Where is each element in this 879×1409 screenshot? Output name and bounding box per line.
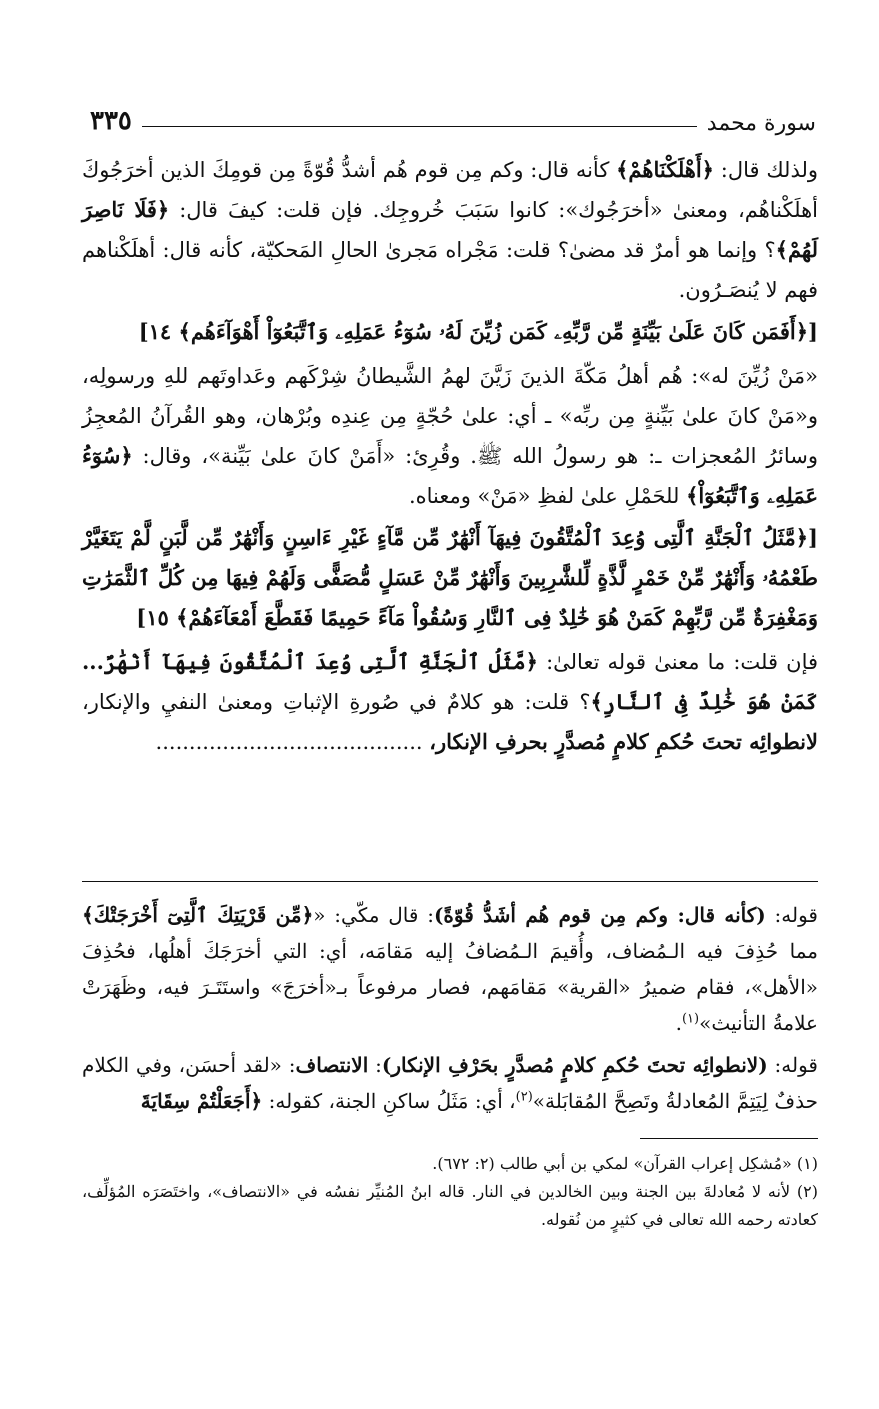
paragraph-tafsir-1	[82, 150, 818, 310]
page-number: ٣٣٥	[90, 106, 132, 136]
verse-15	[82, 518, 818, 638]
text-span: : «لقد أحسَن، وفي الكلام حذفٌ لِيَتِمَّ المُعادلةُ وتَصِحَّ المُقابَلة»	[82, 1053, 818, 1113]
bold-phrase: (لانطوائِه تحتَ حُكمِ كلامٍ مُصدَّرٍ بحَرْفِ الإنكار)	[381, 1053, 768, 1077]
text-span: : قال مكّي: «	[313, 903, 434, 927]
text-span: ؟ وإنما هو أمرٌ قد مضىٰ؟ قلت: مَجْراه مَجرىٰ الحالِ المَحكيّة، كأنه قال: أهلَكْناهم فهم لا يُنصَـرُون.	[82, 238, 818, 302]
verse-number: ١٥]	[136, 605, 169, 630]
commentary-paragraph-1	[82, 897, 818, 1041]
running-title: سورة محمد	[706, 111, 816, 136]
text-span: :	[368, 1053, 382, 1077]
footnote-1: (١) «مُشكِل إعراب القرآن» لمكي بن أبي طالب (٢: ٦٧٢).	[432, 1154, 818, 1173]
verse-text: [﴿مَّثَلُ ٱلْجَنَّةِ ٱلَّتِى وُعِدَ ٱلْمُتَّقُونَ فِيهَآ أَنْهَٰرٌ مِّن مَّآءٍ غَيْرِ ءَاسِنٍ وَأَنْهَٰرٌ مِّن لَّبَنٍ لَّمْ يَتَغَيَّرْ طَعْمُهُۥ وَأَنْهَٰرٌ مِّنْ خَمْرٍ لَّذَّةٍ لِّلشَّٰرِبِينَ وَأَنْهَٰرٌ مِّنْ عَسَلٍ مُّصَفًّى وَلَهُمْ فِيهَا مِن كُلِّ ٱلثَّمَرَٰتِ وَمَغْفِرَةٌ مِّن رَّبِّهِمْ كَمَنْ هُوَ خَٰلِدٌ فِى ٱلنَّارِ وَسُقُواْ مَآءً حَمِيمًا فَقَطَّعَ أَمْعَآءَهُمْ﴾	[82, 525, 818, 630]
footnote-2: (٢) لأنه لا مُعادلةَ بين الجنة وبين الخالدين في النار. قاله ابنُ المُنيِّر نفسُه في «الانتصاف»، واختَصَرَه المُؤلِّف، كعادته رحمه الله تعالى في كثيرٍ من نُقوله.	[82, 1182, 818, 1229]
verse-14	[82, 312, 818, 352]
paragraph-tafsir-3	[82, 642, 818, 762]
text-span: قوله:	[767, 1053, 818, 1077]
text-span: ولذلك قال:	[713, 158, 819, 182]
text-span: كأنه قال: وكم مِن قوم هُم أشدُّ قُوّةً مِن قومِكَ الذين أخرَجُوكَ أهلَكْناهُم، ومعنىٰ «أخرَجُوك»: كانوا سَبَبَ خُروجِك. فإن قلت: كيفَ قال:	[82, 158, 818, 222]
footnote-rule	[640, 1138, 818, 1139]
dotted-leader: ........................................	[155, 730, 430, 754]
verse-number: ١٤]	[138, 319, 172, 344]
text-span: ؟ قلت: هو كلامٌ في صُورةِ الإثباتِ ومعنىٰ النفيِ والإنكار،	[82, 690, 591, 714]
commentary-divider	[82, 881, 818, 882]
footnotes	[82, 1150, 818, 1234]
commentary-paragraph-2	[82, 1047, 818, 1119]
page-header	[90, 96, 816, 136]
quran-verse: ﴿مِّن قَرْيَتِكَ ٱلَّتِىٓ أَخْرَجَتْكَ﴾	[82, 903, 314, 927]
bold-phrase: (كأنه قال: وكم مِن قوم هُم أشَدُّ قُوّةً)	[433, 903, 766, 927]
text-span: للحَمْلِ علىٰ لفظِ «مَنْ» ومعناه.	[408, 484, 687, 508]
commentary-section	[82, 897, 818, 1119]
bold-phrase: لانطوائِه تحتَ حُكمِ كلامٍ مُصدَّرٍ بحرفِ الإنكار،	[429, 729, 818, 754]
text-span: ، أي: مَثَلُ ساكنِ الجنة، كقوله:	[262, 1089, 516, 1113]
paragraph-tafsir-2	[82, 356, 818, 516]
verse-text: [﴿أَفَمَن كَانَ عَلَىٰ بَيِّنَةٍ مِّن رَّبِّهِۦ كَمَن زُيِّنَ لَهُۥ سُوٓءُ عَمَلِهِۦ وَٱتَّبَعُوٓاْ أَهْوَآءَهُم﴾	[178, 319, 818, 344]
quran-verse: ﴿أَجَعَلْتُمْ سِقَايَةَ	[140, 1089, 263, 1113]
text-span: مما حُذِفَ فيه الـمُضاف، وأُقيمَ الـمُضافُ إليه مَقامَه، أي: التي أخرَجَكَ أهلُها، فحُذِفَ «الأهل»، فقام ضميرُ «القرية» مَقامَهم، فصار مرفوعاً بـ«أخرَجَ» واستَتَـرَ فيه، وظَهَرَتْ علامةُ التأنيث»	[82, 939, 818, 1035]
text-span: فإن قلت: ما معنىٰ قوله تعالىٰ:	[537, 650, 819, 674]
text-span: «مَنْ زُيِّنَ له»: هُم أهلُ مَكّةَ الذينَ زَيَّنَ لهمُ الشَّيطانُ شِرْكَهم وعَداوتَهم للهِ ورسولِه، و«مَنْ كانَ علىٰ بَيِّنةٍ مِن ربِّه» ـ أي: علىٰ حُجّةٍ مِن عِندِه وبُرْهان، وهو القُرآنُ المُعجِزُ وسائرُ المُعجزات ـ: هو رسولُ الله ﷺ. وقُرِئ: «أَمَنْ كانَ علىٰ بَيِّنة»، وقال:	[82, 364, 818, 468]
quran-verse: ﴿فَلَا نَاصِرَ لَهُمْ﴾	[82, 197, 818, 262]
quran-verse: ﴿أَهْلَكْنَاهُمْ﴾	[616, 157, 714, 182]
text-span: قوله:	[765, 903, 818, 927]
header-rule	[142, 126, 697, 127]
main-text	[82, 150, 818, 762]
bold-phrase: الانتصاف	[295, 1053, 369, 1077]
text-span: .	[675, 1011, 682, 1035]
footnote-ref[interactable]: (١)	[681, 1011, 700, 1027]
quran-verse: ﴿سُوٓءُ عَمَلِهِۦ وَٱتَّبَعُوٓاْ﴾	[82, 443, 818, 508]
footnote-ref[interactable]: (٢)	[515, 1089, 533, 1105]
quran-verse: ﴿مَّثَلُ ٱلْجَنَّةِ ٱلَّتِى وُعِدَ ٱلْمُتَّقُونَ فِيهَآ أَنْهَٰرٌ... كَمَنْ هُوَ خَٰلِدٌ فِى ٱلنَّارِ﴾	[82, 649, 818, 714]
